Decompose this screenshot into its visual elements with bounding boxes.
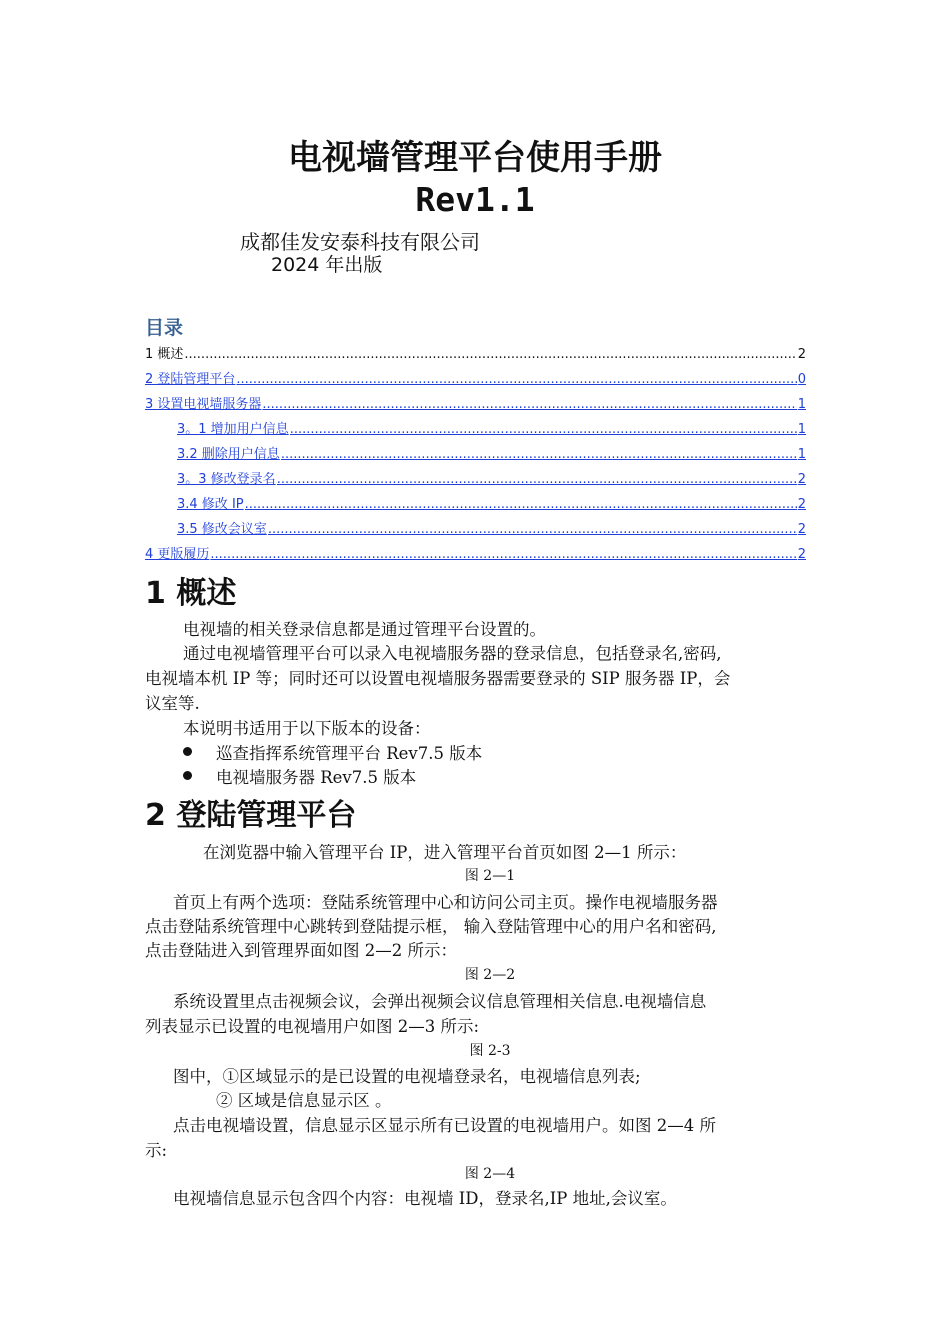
toc-item-delete-user[interactable]: [177, 443, 806, 461]
section-2-paragraph: 点击登陆系统管理中心跳转到登陆提示框， 输入登陆管理中心的用户名和密码,: [145, 917, 717, 936]
toc-leader: [290, 422, 797, 437]
toc-heading: 目录: [145, 317, 184, 339]
publish-year: 2024 年出版: [271, 254, 383, 276]
revision-label: Rev1.1: [415, 180, 535, 219]
section-1-heading: 1 概述: [145, 576, 237, 611]
toc-item-history[interactable]: [145, 543, 806, 561]
toc-item-page: 2: [797, 472, 806, 487]
toc-item-overview[interactable]: [145, 343, 806, 361]
section-1-paragraph: 通过电视墙管理平台可以录入电视墙服务器的登录信息，包括登录名,密码,: [183, 644, 722, 663]
toc-item-setup-server[interactable]: [145, 393, 806, 411]
bullet-item: 巡查指挥系统管理平台 Rev7.5 版本: [216, 744, 483, 763]
toc-leader: [268, 522, 797, 537]
toc-leader: [277, 472, 797, 487]
section-2-paragraph: 示:: [145, 1141, 168, 1160]
section-1-paragraph: 议室等.: [145, 694, 200, 713]
toc-leader: [281, 447, 797, 462]
toc-item-edit-room[interactable]: [177, 518, 806, 536]
toc-item-label: 3.5 修改会议室: [177, 522, 267, 537]
toc-item-label: 4 更版履历: [145, 547, 210, 562]
toc-item-page: 2: [797, 547, 806, 562]
toc-leader: [184, 347, 796, 362]
section-2-paragraph: 系统设置里点击视频会议，会弹出视频会议信息管理相关信息.电视墙信息: [173, 992, 707, 1011]
document-title: 电视墙管理平台使用手册: [288, 138, 662, 178]
toc-item-label: 2 登陆管理平台: [145, 372, 236, 387]
section-2-paragraph: 首页上有两个选项：登陆系统管理中心和访问公司主页。操作电视墙服务器: [173, 893, 718, 912]
toc-item-label: 3 设置电视墙服务器: [145, 397, 262, 412]
section-2-paragraph: 电视墙信息显示包含四个内容：电视墙 ID，登录名,IP 地址,会议室。: [173, 1189, 677, 1208]
toc-item-page: 0: [797, 372, 806, 387]
toc-item-page: 1: [797, 397, 806, 412]
company-name: 成都佳发安泰科技有限公司: [240, 230, 480, 254]
toc-leader: [210, 547, 796, 562]
section-2-heading: 2 登陆管理平台: [145, 798, 357, 833]
toc-item-label: 1 概述: [145, 347, 184, 362]
section-2-paragraph: 点击登陆进入到管理界面如图 2—2 所示：: [145, 941, 457, 960]
section-1-paragraph: 电视墙本机 IP 等；同时还可以设置电视墙服务器需要登录的 SIP 服务器 IP，会: [145, 669, 731, 688]
figure-caption: 图 2—2: [464, 967, 516, 983]
section-2-paragraph: 在浏览器中输入管理平台 IP，进入管理平台首页如图 2—1 所示：: [203, 843, 687, 862]
toc-item-edit-ip[interactable]: [177, 493, 806, 511]
toc-item-page: 1: [797, 447, 806, 462]
toc-leader: [262, 397, 796, 412]
section-1-paragraph: 电视墙的相关登录信息都是通过管理平台设置的。: [183, 620, 546, 639]
toc-leader: [236, 372, 796, 387]
toc-leader: [245, 497, 797, 512]
figure-caption: 图 2—1: [464, 868, 516, 884]
section-2-paragraph: 图中，①区域显示的是已设置的电视墙登录名，电视墙信息列表;: [173, 1067, 641, 1086]
section-2-paragraph: ② 区域是信息显示区 。: [216, 1091, 392, 1110]
section-2-paragraph: 列表显示已设置的电视墙用户如图 2—3 所示:: [145, 1017, 480, 1036]
toc-item-page: 2: [797, 347, 806, 362]
toc-item-page: 2: [797, 522, 806, 537]
toc-item-label: 3。3 修改登录名: [177, 472, 276, 487]
toc-item-label: 3。1 增加用户信息: [177, 422, 289, 437]
figure-caption: 图 2-3: [469, 1043, 511, 1059]
bullet-icon: [183, 747, 192, 756]
section-1-paragraph: 本说明书适用于以下版本的设备：: [183, 719, 431, 738]
section-2-paragraph: 点击电视墙设置，信息显示区显示所有已设置的电视墙用户。如图 2—4 所: [173, 1116, 716, 1135]
toc-item-page: 1: [797, 422, 806, 437]
toc-item-add-user[interactable]: [177, 418, 806, 436]
toc-item-page: 2: [797, 497, 806, 512]
toc-item-label: 3.4 修改 IP: [177, 497, 244, 512]
figure-caption: 图 2—4: [464, 1166, 516, 1182]
toc-item-label: 3.2 删除用户信息: [177, 447, 280, 462]
toc-item-edit-login[interactable]: [177, 468, 806, 486]
bullet-item: 电视墙服务器 Rev7.5 版本: [216, 768, 417, 787]
toc-item-login[interactable]: [145, 368, 806, 386]
bullet-icon: [183, 771, 192, 780]
